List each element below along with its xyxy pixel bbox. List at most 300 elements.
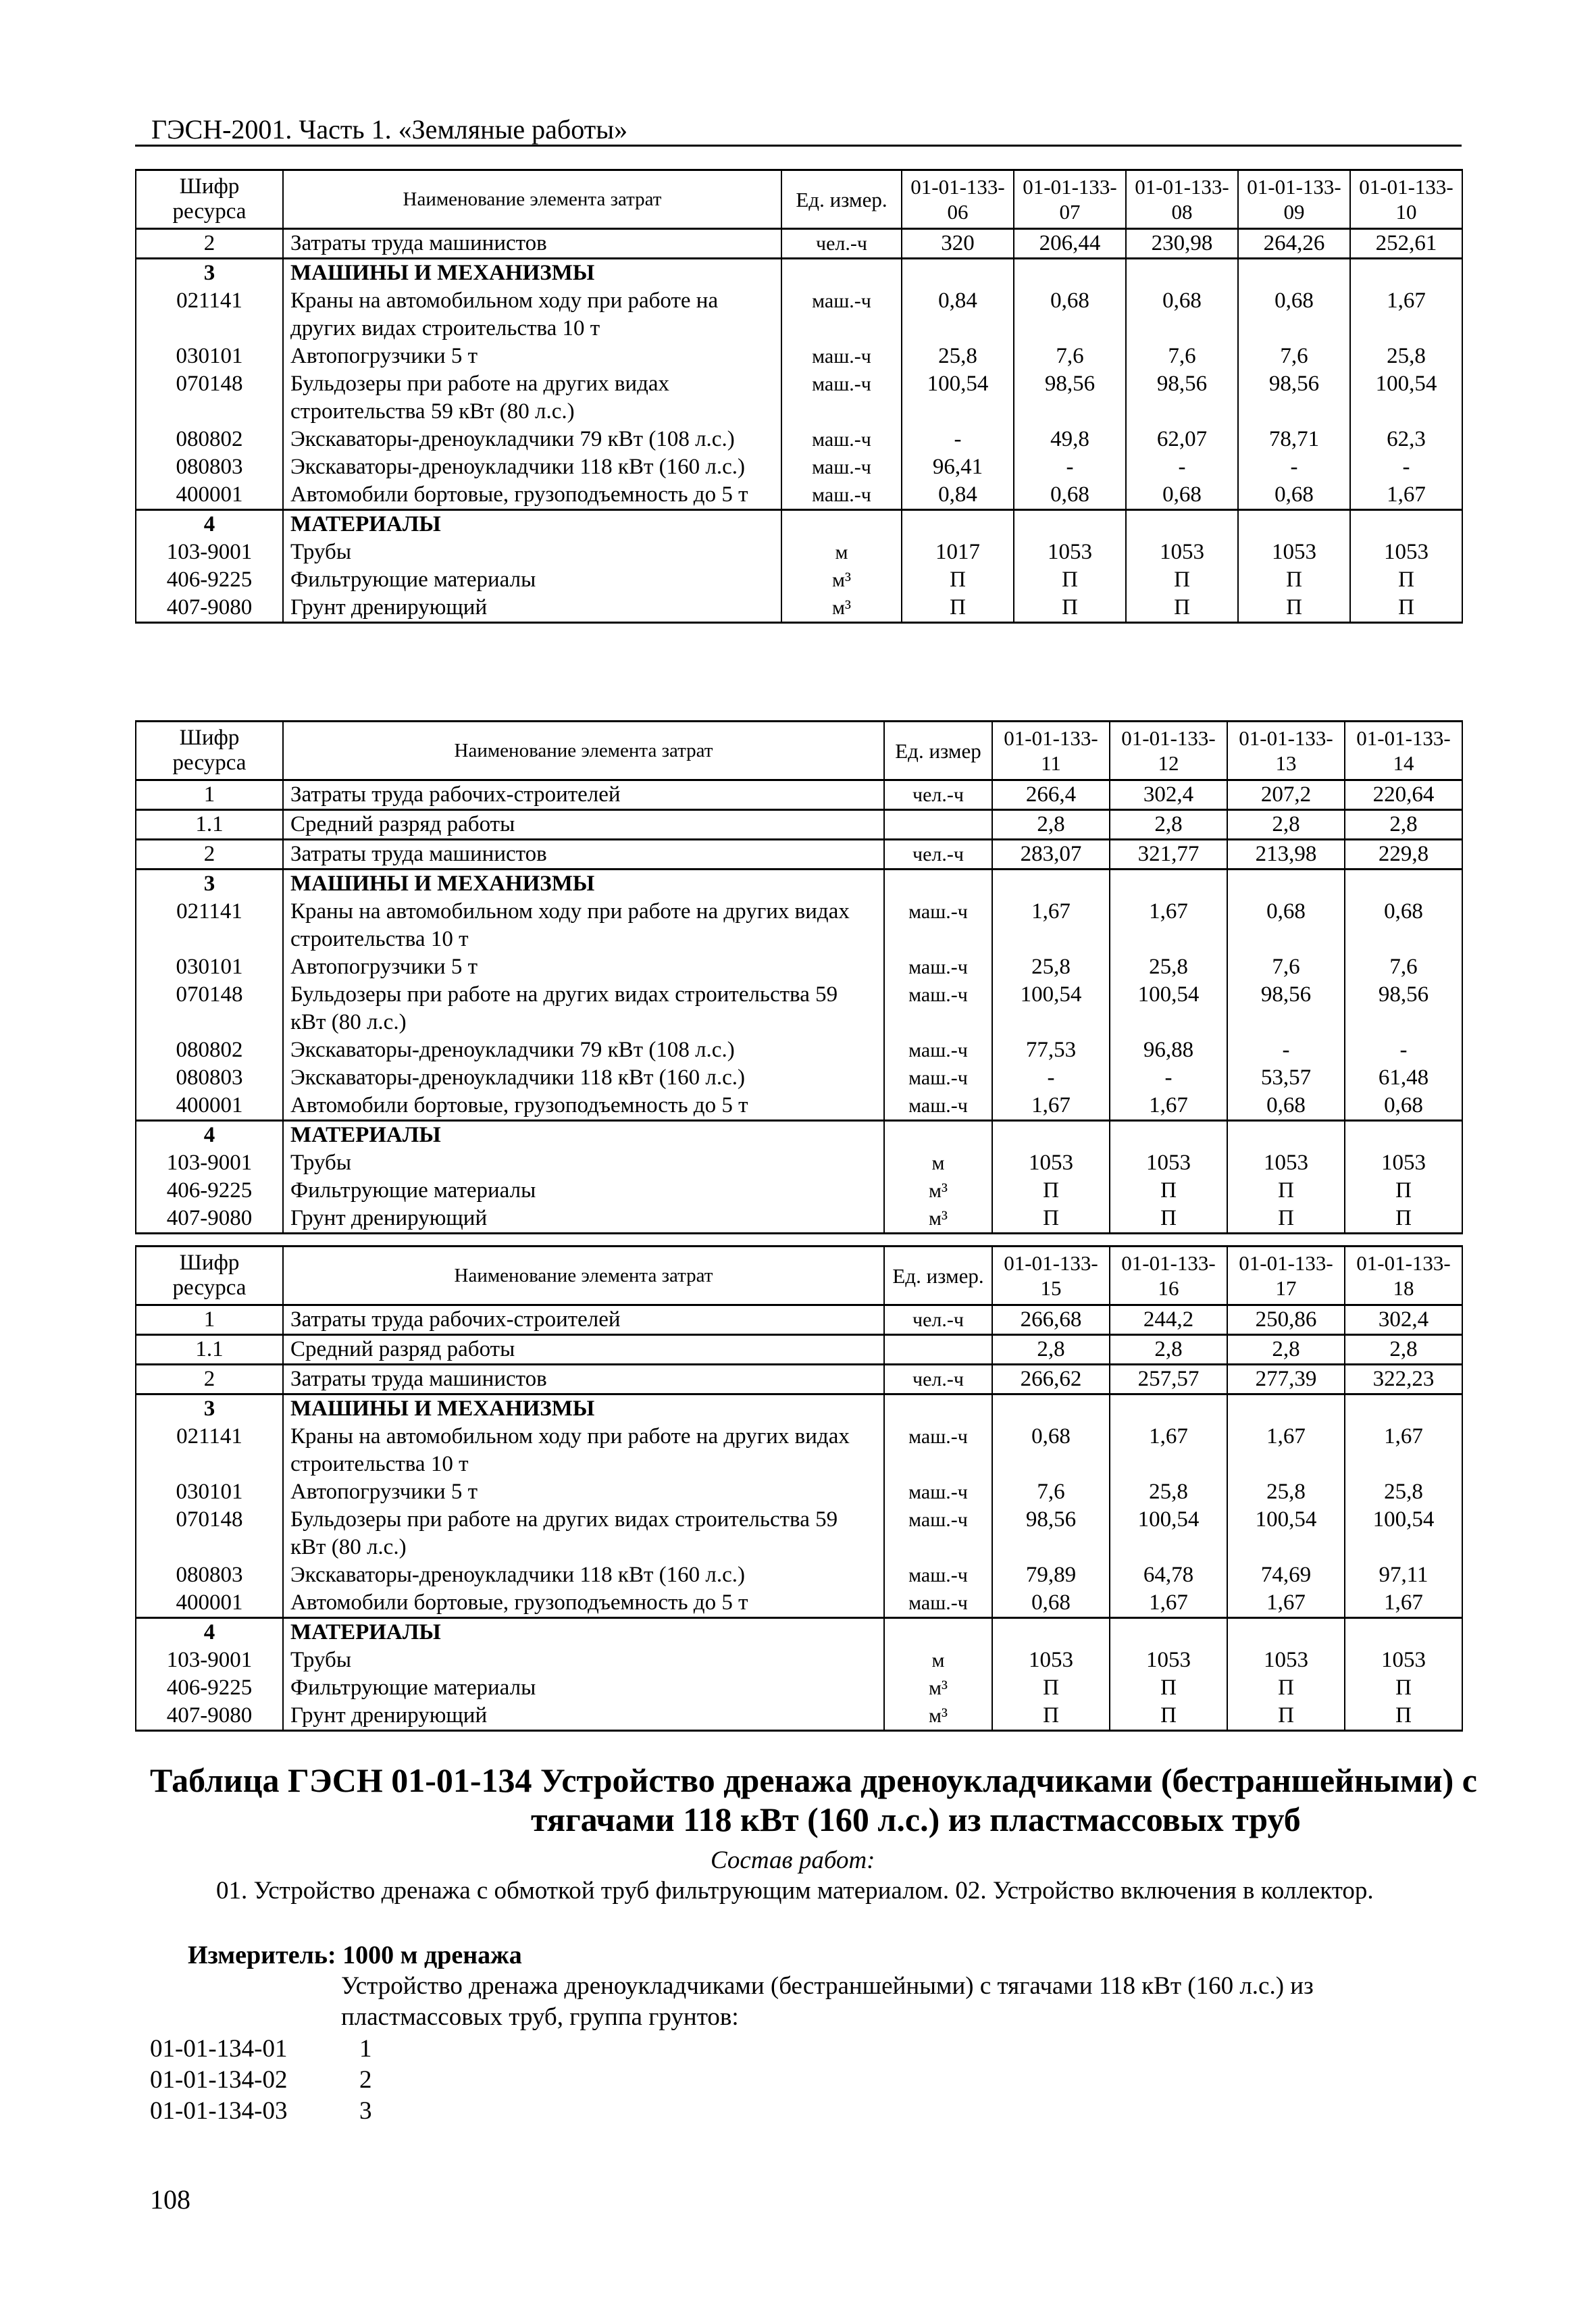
column-header-name: Наименование элемента затрат (283, 722, 884, 780)
unit-cell (884, 810, 992, 840)
cost-element-name: Затраты труда машинистов (283, 840, 884, 870)
table-title-line-1: Таблица ГЭСН 01-01-134 Устройство дренажа дреноукладчиками (бестраншейными) с (150, 1761, 1477, 1799)
value-cell: 64,78 (1110, 1561, 1227, 1589)
resource-cipher: 1 (136, 780, 283, 810)
value-cell (1126, 259, 1238, 288)
value-cell (1227, 1121, 1345, 1150)
value-cell: 2,8 (1110, 1335, 1227, 1365)
value-cell: - (1126, 453, 1238, 481)
value-cell: 321,77 (1110, 840, 1227, 870)
table-row (136, 566, 1462, 594)
value-cell: 25,8 (992, 953, 1110, 981)
value-cell: 1,67 (992, 898, 1110, 953)
table-row (136, 287, 1462, 343)
column-header-name: Наименование элемента затрат (283, 170, 781, 229)
unit-cell: м³ (884, 1674, 992, 1702)
value-cell: 0,68 (1227, 1092, 1345, 1121)
table-row (136, 343, 1462, 370)
table-row (136, 370, 1462, 426)
resource-cipher: 1.1 (136, 810, 283, 840)
resource-cipher: 1.1 (136, 1335, 283, 1365)
cost-element-name: Автопогрузчики 5 т (283, 343, 781, 370)
value-cell (1345, 1121, 1462, 1150)
value-cell: 1053 (992, 1646, 1110, 1674)
table-row (136, 1506, 1462, 1561)
soil-group: 1 (359, 2035, 372, 2063)
section-row (136, 870, 1462, 899)
cost-element-name: Автомобили бортовые, грузоподъемность до 5 т (283, 481, 781, 510)
cost-element-name: Трубы (283, 538, 781, 566)
resource-cipher: 4 (136, 510, 283, 539)
value-cell (1110, 1394, 1227, 1424)
variant-code: 01-01-134-01 (150, 2035, 288, 2063)
column-header-code: 01-01-133-11 (992, 722, 1110, 780)
unit-cell (781, 259, 902, 288)
value-cell: П (992, 1702, 1110, 1731)
value-cell (1014, 259, 1126, 288)
column-header-cipher: Шифр ресурса (136, 1247, 283, 1305)
column-header-code: 01-01-133-10 (1350, 170, 1462, 229)
value-cell: 100,54 (1110, 981, 1227, 1036)
unit-cell: маш.-ч (884, 1036, 992, 1064)
cost-element-name: Автомобили бортовые, грузоподъемность до 5 т (283, 1589, 884, 1618)
value-cell: 302,4 (1345, 1305, 1462, 1335)
column-header-code: 01-01-133-14 (1345, 722, 1462, 780)
cost-element-name: Грунт дренирующий (283, 1702, 884, 1731)
value-cell: 1053 (1126, 538, 1238, 566)
resource-cipher: 3 (136, 1394, 283, 1424)
variant-code: 01-01-134-03 (150, 2097, 288, 2125)
value-cell: 77,53 (992, 1036, 1110, 1064)
section-row (136, 510, 1462, 539)
value-cell: 229,8 (1345, 840, 1462, 870)
resource-cipher: 080803 (136, 1561, 283, 1589)
resource-cipher: 2 (136, 840, 283, 870)
value-cell: 49,8 (1014, 426, 1126, 453)
value-cell: 283,07 (992, 840, 1110, 870)
table-row (136, 426, 1462, 453)
unit-cell: маш.-ч (884, 898, 992, 953)
cost-element-name: Грунт дренирующий (283, 1205, 884, 1234)
value-cell: 0,84 (902, 287, 1014, 343)
value-cell: 277,39 (1227, 1365, 1345, 1394)
value-cell: 1053 (1345, 1646, 1462, 1674)
cost-element-name: Бульдозеры при работе на других видах строительства 59 кВт (80 л.с.) (283, 370, 781, 426)
page-number: 108 (150, 2184, 190, 2215)
resource-cipher: 1 (136, 1305, 283, 1335)
value-cell (1227, 870, 1345, 899)
value-cell: 62,3 (1350, 426, 1462, 453)
column-header-code: 01-01-133-08 (1126, 170, 1238, 229)
meter-label: Измеритель: 1000 м дренажа (188, 1941, 522, 1969)
table-row (136, 898, 1462, 953)
unit-cell: м³ (781, 594, 902, 623)
resource-cipher: 103-9001 (136, 1149, 283, 1177)
value-cell: 98,56 (992, 1506, 1110, 1561)
unit-cell: маш.-ч (781, 370, 902, 426)
cost-element-name: Бульдозеры при работе на других видах строительства 59 кВт (80 л.с.) (283, 981, 884, 1036)
cost-element-name: Средний разряд работы (283, 810, 884, 840)
value-cell (1345, 1618, 1462, 1647)
value-cell: 1,67 (1110, 1589, 1227, 1618)
value-cell: П (1345, 1177, 1462, 1205)
value-cell: 2,8 (1227, 1335, 1345, 1365)
value-cell: П (1126, 566, 1238, 594)
variant-row (150, 2034, 372, 2065)
value-cell: 0,68 (1238, 481, 1350, 510)
value-cell: П (1110, 1702, 1227, 1731)
table-row (136, 538, 1462, 566)
cost-element-name: Затраты труда машинистов (283, 229, 781, 259)
value-cell: 1053 (1227, 1149, 1345, 1177)
value-cell (1110, 870, 1227, 899)
value-cell (992, 870, 1110, 899)
table-row (136, 840, 1462, 870)
value-cell: 320 (902, 229, 1014, 259)
value-cell (1227, 1618, 1345, 1647)
value-cell: 2,8 (1345, 1335, 1462, 1365)
value-cell: 25,8 (1110, 1478, 1227, 1506)
resource-cipher: 021141 (136, 1423, 283, 1478)
variant-code: 01-01-134-02 (150, 2066, 288, 2094)
value-cell: 100,54 (1350, 370, 1462, 426)
unit-cell: чел.-ч (884, 780, 992, 810)
cost-element-name: МАТЕРИАЛЫ (283, 1121, 884, 1150)
value-cell: - (902, 426, 1014, 453)
value-cell: П (1345, 1205, 1462, 1234)
value-cell: 250,86 (1227, 1305, 1345, 1335)
cost-element-name: Автопогрузчики 5 т (283, 953, 884, 981)
unit-cell: м (884, 1149, 992, 1177)
column-header-code: 01-01-133-09 (1238, 170, 1350, 229)
unit-cell: м³ (884, 1702, 992, 1731)
table-row (136, 1177, 1462, 1205)
value-cell: - (1110, 1064, 1227, 1092)
unit-cell: м³ (884, 1205, 992, 1234)
resource-cipher: 406-9225 (136, 1177, 283, 1205)
value-cell: 0,68 (1014, 481, 1126, 510)
value-cell: 0,68 (1238, 287, 1350, 343)
value-cell: 7,6 (992, 1478, 1110, 1506)
unit-cell: маш.-ч (884, 953, 992, 981)
value-cell (992, 1618, 1110, 1647)
cost-element-name: Фильтрующие материалы (283, 1177, 884, 1205)
value-cell: 98,56 (1345, 981, 1462, 1036)
cost-element-name: Краны на автомобильном ходу при работе на других видах строительства 10 т (283, 1423, 884, 1478)
table-row (136, 229, 1462, 259)
value-cell: 1,67 (1110, 898, 1227, 953)
unit-cell: м (884, 1646, 992, 1674)
value-cell: 25,8 (902, 343, 1014, 370)
value-cell: 1,67 (1227, 1423, 1345, 1478)
soil-group: 3 (359, 2097, 372, 2125)
cost-element-name: Краны на автомобильном ходу при работе на других видах строительства 10 т (283, 898, 884, 953)
value-cell: 1,67 (1227, 1589, 1345, 1618)
table-row (136, 981, 1462, 1036)
section-row (136, 1618, 1462, 1647)
value-cell: 96,88 (1110, 1036, 1227, 1064)
unit-cell: маш.-ч (884, 1064, 992, 1092)
variant-intro: Устройство дренажа дреноукладчиками (бестраншейными) с тягачами 118 кВт (160 л.с.) из пластмассовых труб, группа грунтов: (341, 1972, 1314, 2031)
cost-element-name: МАТЕРИАЛЫ (283, 510, 781, 539)
resource-cipher: 070148 (136, 1506, 283, 1561)
cost-element-name: МАТЕРИАЛЫ (283, 1618, 884, 1647)
value-cell: 266,62 (992, 1365, 1110, 1394)
value-cell: П (1345, 1674, 1462, 1702)
value-cell (1014, 510, 1126, 539)
value-cell: 1053 (1350, 538, 1462, 566)
resource-cipher: 103-9001 (136, 538, 283, 566)
cost-element-name: Трубы (283, 1646, 884, 1674)
table-row (136, 780, 1462, 810)
value-cell: 96,41 (902, 453, 1014, 481)
value-cell: 206,44 (1014, 229, 1126, 259)
value-cell: П (1227, 1177, 1345, 1205)
value-cell: П (1014, 594, 1126, 623)
value-cell: 1053 (1227, 1646, 1345, 1674)
resource-table-133-11-14 (135, 720, 1463, 1234)
value-cell: 97,11 (1345, 1561, 1462, 1589)
column-header-code: 01-01-133-12 (1110, 722, 1227, 780)
table-row (136, 481, 1462, 510)
value-cell: 100,54 (902, 370, 1014, 426)
value-cell: П (1126, 594, 1238, 623)
resource-cipher: 406-9225 (136, 1674, 283, 1702)
resource-cipher: 400001 (136, 1589, 283, 1618)
value-cell (1345, 870, 1462, 899)
table-row (136, 1674, 1462, 1702)
unit-cell: маш.-ч (884, 981, 992, 1036)
table-row (136, 1561, 1462, 1589)
table-row (136, 1305, 1462, 1335)
value-cell (1350, 259, 1462, 288)
resource-cipher: 2 (136, 1365, 283, 1394)
cost-element-name: Затраты труда рабочих-строителей (283, 1305, 884, 1335)
unit-cell (884, 1121, 992, 1150)
value-cell: 2,8 (1110, 810, 1227, 840)
resource-cipher: 030101 (136, 343, 283, 370)
value-cell: 1053 (1238, 538, 1350, 566)
cost-element-name: Краны на автомобильном ходу при работе на других видах строительства 10 т (283, 287, 781, 343)
resource-cipher: 070148 (136, 370, 283, 426)
value-cell: - (1238, 453, 1350, 481)
cost-element-name: Автопогрузчики 5 т (283, 1478, 884, 1506)
table-row (136, 1036, 1462, 1064)
value-cell: 252,61 (1350, 229, 1462, 259)
value-cell: - (1345, 1036, 1462, 1064)
value-cell: 98,56 (1238, 370, 1350, 426)
value-cell (1110, 1121, 1227, 1150)
value-cell (1110, 1618, 1227, 1647)
value-cell: 266,68 (992, 1305, 1110, 1335)
value-cell: 1,67 (1110, 1092, 1227, 1121)
table-title-line-2: тягачами 118 кВт (160 л.с.) из пластмассовых труб (531, 1801, 1301, 1838)
value-cell: 0,68 (992, 1423, 1110, 1478)
value-cell: - (992, 1064, 1110, 1092)
value-cell: П (902, 566, 1014, 594)
value-cell: 0,68 (1345, 1092, 1462, 1121)
value-cell: 61,48 (1345, 1064, 1462, 1092)
value-cell: 98,56 (1126, 370, 1238, 426)
resource-cipher: 080803 (136, 453, 283, 481)
value-cell: 79,89 (992, 1561, 1110, 1589)
value-cell: 100,54 (1227, 1506, 1345, 1561)
column-header-code: 01-01-133-17 (1227, 1247, 1345, 1305)
value-cell: 266,4 (992, 780, 1110, 810)
resource-cipher: 407-9080 (136, 1702, 283, 1731)
value-cell: 1053 (1014, 538, 1126, 566)
table-row (136, 953, 1462, 981)
resource-cipher: 103-9001 (136, 1646, 283, 1674)
column-header-unit: Ед. измер. (884, 1247, 992, 1305)
unit-cell: маш.-ч (884, 1589, 992, 1618)
value-cell: П (1014, 566, 1126, 594)
unit-cell: маш.-ч (884, 1092, 992, 1121)
resource-cipher: 400001 (136, 1092, 283, 1121)
cost-element-name: Бульдозеры при работе на других видах строительства 59 кВт (80 л.с.) (283, 1506, 884, 1561)
table-row (136, 1092, 1462, 1121)
value-cell (1345, 1394, 1462, 1424)
section-row (136, 259, 1462, 288)
resource-cipher: 4 (136, 1121, 283, 1150)
column-header-cipher: Шифр ресурса (136, 170, 283, 229)
value-cell: П (1227, 1674, 1345, 1702)
resource-cipher: 407-9080 (136, 1205, 283, 1234)
resource-cipher: 406-9225 (136, 566, 283, 594)
table-header-row (136, 170, 1462, 229)
value-cell: П (902, 594, 1014, 623)
table-row (136, 1423, 1462, 1478)
value-cell: П (1238, 566, 1350, 594)
value-cell: 7,6 (1014, 343, 1126, 370)
unit-cell: маш.-ч (781, 481, 902, 510)
value-cell: П (1110, 1177, 1227, 1205)
value-cell: 244,2 (1110, 1305, 1227, 1335)
value-cell: 2,8 (992, 1335, 1110, 1365)
value-cell: 0,68 (1345, 898, 1462, 953)
table-row (136, 810, 1462, 840)
table-header-row (136, 722, 1462, 780)
unit-cell: маш.-ч (781, 343, 902, 370)
value-cell (992, 1394, 1110, 1424)
value-cell (1126, 510, 1238, 539)
unit-cell (884, 1394, 992, 1424)
unit-cell: маш.-ч (884, 1561, 992, 1589)
value-cell: 62,07 (1126, 426, 1238, 453)
column-header-unit: Ед. измер (884, 722, 992, 780)
value-cell: 1,67 (1345, 1589, 1462, 1618)
cost-element-name: Фильтрующие материалы (283, 566, 781, 594)
value-cell: 302,4 (1110, 780, 1227, 810)
table-row (136, 1064, 1462, 1092)
value-cell: П (1350, 566, 1462, 594)
cost-element-name: Грунт дренирующий (283, 594, 781, 623)
value-cell: 264,26 (1238, 229, 1350, 259)
column-header-cipher: Шифр ресурса (136, 722, 283, 780)
value-cell: П (1110, 1674, 1227, 1702)
value-cell: 25,8 (1345, 1478, 1462, 1506)
cost-element-name: Экскаваторы-дреноукладчики 118 кВт (160 л.с.) (283, 1064, 884, 1092)
value-cell (1350, 510, 1462, 539)
value-cell: 100,54 (1345, 1506, 1462, 1561)
value-cell: 2,8 (1227, 810, 1345, 840)
value-cell: 100,54 (1110, 1506, 1227, 1561)
value-cell (902, 510, 1014, 539)
value-cell: 2,8 (992, 810, 1110, 840)
cost-element-name: МАШИНЫ И МЕХАНИЗМЫ (283, 870, 884, 899)
value-cell: П (1110, 1205, 1227, 1234)
column-header-unit: Ед. измер. (781, 170, 902, 229)
value-cell: 322,23 (1345, 1365, 1462, 1394)
resource-cipher: 3 (136, 259, 283, 288)
value-cell: 1053 (1345, 1149, 1462, 1177)
value-cell (1238, 510, 1350, 539)
unit-cell (884, 1335, 992, 1365)
value-cell (992, 1121, 1110, 1150)
unit-cell: м³ (884, 1177, 992, 1205)
unit-cell: чел.-ч (884, 1305, 992, 1335)
value-cell: 1053 (992, 1149, 1110, 1177)
value-cell: 7,6 (1238, 343, 1350, 370)
unit-cell (884, 1618, 992, 1647)
resource-cipher: 400001 (136, 481, 283, 510)
value-cell: 53,57 (1227, 1064, 1345, 1092)
section-row (136, 1121, 1462, 1150)
table-row (136, 1646, 1462, 1674)
variant-row (150, 2065, 372, 2096)
resource-cipher: 2 (136, 229, 283, 259)
value-cell: 1,67 (1350, 287, 1462, 343)
unit-cell: маш.-ч (884, 1423, 992, 1478)
header-rule (135, 145, 1462, 147)
unit-cell: чел.-ч (884, 840, 992, 870)
value-cell: 257,57 (1110, 1365, 1227, 1394)
running-header: ГЭСН-2001. Часть 1. «Земляные работы» (151, 114, 628, 145)
table-row (136, 1478, 1462, 1506)
table-row (136, 1205, 1462, 1234)
value-cell: 1017 (902, 538, 1014, 566)
value-cell: П (1350, 594, 1462, 623)
value-cell: - (1227, 1036, 1345, 1064)
variant-row (150, 2096, 372, 2127)
resource-table-133-06-10 (135, 169, 1463, 624)
cost-element-name: Экскаваторы-дреноукладчики 79 кВт (108 л.с.) (283, 1036, 884, 1064)
table-row (136, 453, 1462, 481)
value-cell: - (1350, 453, 1462, 481)
table-header-row (136, 1247, 1462, 1305)
value-cell: 0,68 (1126, 481, 1238, 510)
value-cell: 0,68 (992, 1589, 1110, 1618)
resource-cipher: 080802 (136, 1036, 283, 1064)
value-cell: 213,98 (1227, 840, 1345, 870)
value-cell: 98,56 (1014, 370, 1126, 426)
unit-cell (781, 510, 902, 539)
value-cell: П (1345, 1702, 1462, 1731)
column-header-code: 01-01-133-13 (1227, 722, 1345, 780)
resource-cipher: 021141 (136, 287, 283, 343)
value-cell: 1053 (1110, 1646, 1227, 1674)
value-cell: 25,8 (1350, 343, 1462, 370)
value-cell: 0,68 (1227, 898, 1345, 953)
resource-cipher: 030101 (136, 1478, 283, 1506)
value-cell (1227, 1394, 1345, 1424)
cost-element-name: МАШИНЫ И МЕХАНИЗМЫ (283, 259, 781, 288)
value-cell: - (1014, 453, 1126, 481)
cost-element-name: Затраты труда машинистов (283, 1365, 884, 1394)
value-cell: 7,6 (1227, 953, 1345, 981)
value-cell: 230,98 (1126, 229, 1238, 259)
column-header-code: 01-01-133-18 (1345, 1247, 1462, 1305)
